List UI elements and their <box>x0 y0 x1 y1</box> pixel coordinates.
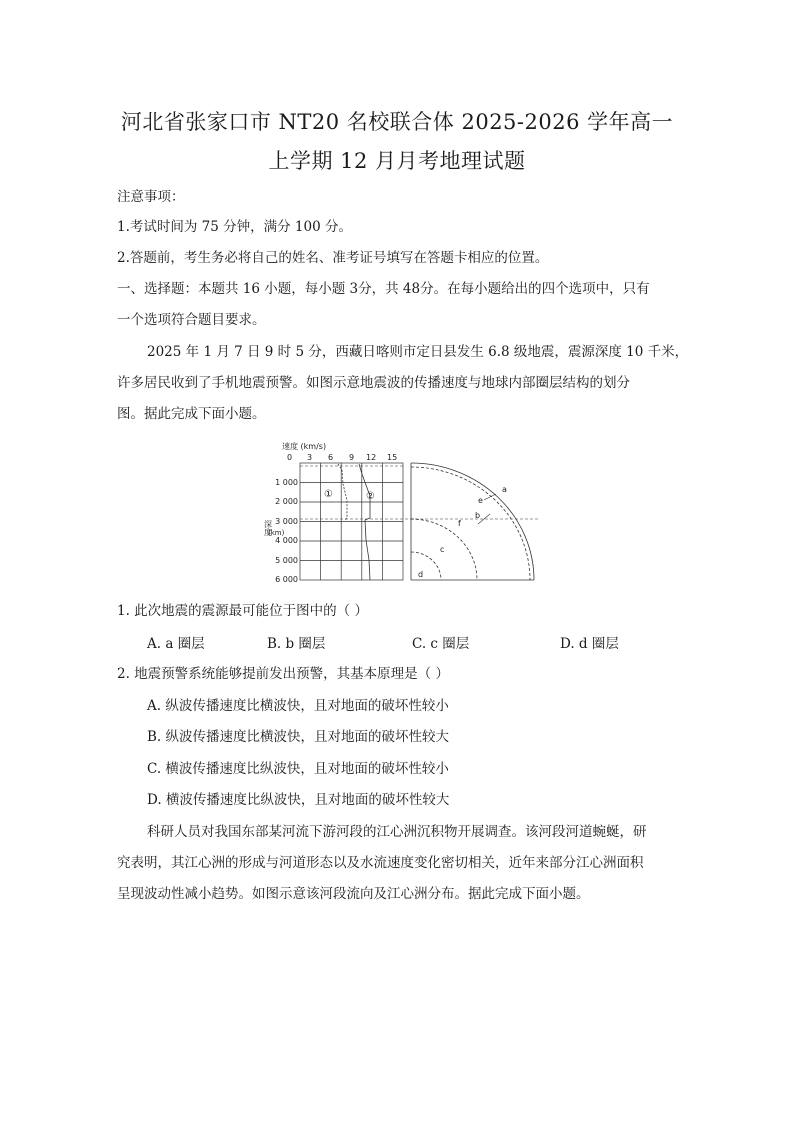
depth-axis-label: 深度 <box>263 520 273 536</box>
notice-item-1: 1.考试时间为 75 分钟，满分 100 分。 <box>117 219 352 235</box>
q1-option-b[interactable]: B. b 圈层 <box>267 636 326 652</box>
x-tick: 12 <box>366 453 377 462</box>
earth-layers <box>411 463 534 580</box>
passage1-line1: 2025 年 1 月 7 日 9 时 5 分，西藏日喀则市定日县发生 6.8 级地震，震源深度 10 千米， <box>147 344 689 360</box>
section-instructions-line2: 一个选项符合题目要求。 <box>117 312 266 328</box>
layer-label-e: e <box>478 496 483 505</box>
y-tick: 4 000 <box>275 536 298 545</box>
exam-title-line1: 河北省张家口市 NT20 名校联合体 2025-2026 学年高一 <box>120 110 674 134</box>
layer-label-c: c <box>440 545 445 554</box>
s-wave-curve <box>338 464 347 520</box>
wave-label-1: ① <box>324 489 333 500</box>
passage2-line2: 究表明，其江心洲的形成与河道形态以及水流速度变化密切相关，近年来部分江心洲面积 <box>117 855 644 871</box>
passage1-line2: 许多居民收到了手机地震预警。如图示意地震波的传播速度与地球内部圈层结构的划分 <box>117 375 630 391</box>
x-tick: 9 <box>349 453 355 462</box>
x-tick: 3 <box>307 453 313 462</box>
q2-option-a[interactable]: A. 纵波传播速度比横波快，且对地面的破坏性较小 <box>147 698 449 714</box>
y-tick: 3 000 <box>275 517 298 526</box>
q2-option-c[interactable]: C. 横波传播速度比纵波快，且对地面的破坏性较小 <box>147 761 449 777</box>
y-tick: 6 000 <box>275 575 298 584</box>
q2-stem: 2. 地震预警系统能够提前发出预警，其基本原理是（ ） <box>117 666 449 682</box>
layer-label-d: d <box>418 570 424 579</box>
speed-axis-label: 速度 (km/s) <box>282 442 327 451</box>
depth-unit-label: (km) <box>268 529 285 537</box>
seismic-wave-figure <box>263 440 550 585</box>
y-tick: 5 000 <box>275 556 298 565</box>
wave-label-2: ② <box>366 491 375 502</box>
x-tick-labels <box>287 453 397 462</box>
q1-option-d[interactable]: D. d 圈层 <box>560 636 619 652</box>
layer-label-b: b <box>475 511 481 520</box>
chart-grid <box>300 463 403 580</box>
layer-label-a: a <box>502 485 507 494</box>
x-tick: 15 <box>387 453 398 462</box>
q1-option-c[interactable]: C. c 圈层 <box>412 636 470 652</box>
section-instructions-line1: 一、选择题：本题共 16 小题，每小题 3分，共 48分。在每小题给出的四个选项中，只有 <box>117 281 650 297</box>
passage2-line3: 呈现波动性减小趋势。如图示意该河段流向及江心洲分布。据此完成下面小题。 <box>117 886 590 902</box>
passage2-line1: 科研人员对我国东部某河流下游河段的江心洲沉积物开展调查。该河段河道蜿蜒，研 <box>147 824 647 840</box>
x-tick: 6 <box>328 453 334 462</box>
notice-heading: 注意事项： <box>117 189 185 205</box>
p-wave-curve <box>359 464 370 580</box>
layer-label-f: f <box>458 519 461 528</box>
y-tick: 2 000 <box>275 497 298 506</box>
q1-option-a[interactable]: A. a 圈层 <box>147 636 205 652</box>
y-tick: 1 000 <box>275 478 298 487</box>
q1-stem: 1. 此次地震的震源最可能位于图中的（ ） <box>117 603 368 619</box>
exam-title-line2: 上学期 12 月月考地理试题 <box>268 149 526 173</box>
q2-option-b[interactable]: B. 纵波传播速度比横波快，且对地面的破坏性较大 <box>147 729 450 745</box>
notice-item-2: 2.答题前，考生务必将自己的姓名、准考证号填写在答题卡相应的位置。 <box>117 250 549 266</box>
q2-option-d[interactable]: D. 横波传播速度比纵波快，且对地面的破坏性较大 <box>147 792 450 808</box>
x-tick: 0 <box>287 453 293 462</box>
passage1-line3: 图。据此完成下面小题。 <box>117 406 266 422</box>
